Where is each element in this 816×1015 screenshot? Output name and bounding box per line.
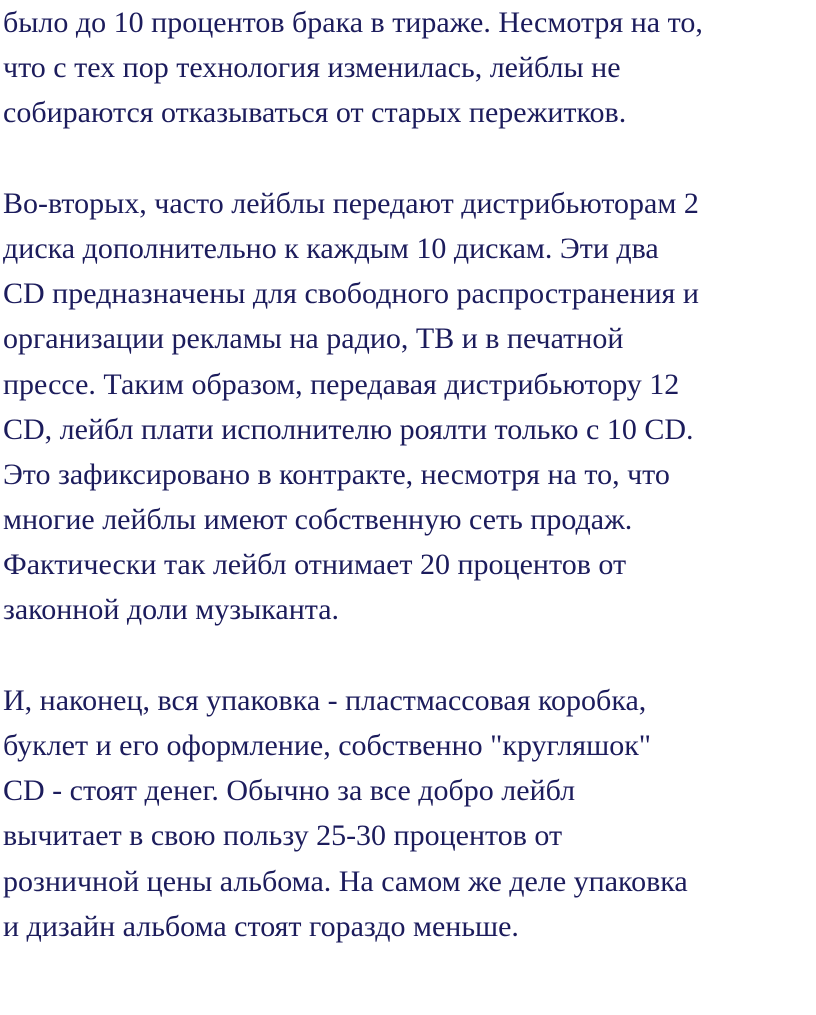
text-line: Фактически так лейбл отнимает 20 процентов от <box>3 548 627 582</box>
text-line: CD, лейбл плати исполнителю роялти только с 10 CD. <box>3 412 694 446</box>
text-line: и дизайн альбома стоят гораздо меньше. <box>3 909 519 943</box>
text-line: Во-вторых, часто лейблы передают дистрибьюторам 2 <box>3 186 699 220</box>
paragraph-1 <box>3 0 816 136</box>
text-line: собираются отказываться от старых пережитков. <box>3 96 627 130</box>
text-line: было до 10 процентов брака в тираже. Несмотря на то, <box>3 6 703 39</box>
text-line: организации рекламы на радио, ТВ и в печатной <box>3 322 624 356</box>
text-line: диска дополнительно к каждым 10 дискам. Эти два <box>3 231 659 265</box>
text-line: что с тех пор технология изменилась, лейблы не <box>3 51 621 85</box>
text-line: CD - стоят денег. Обычно за все добро лейбл <box>3 774 576 808</box>
text-line: CD предназначены для свободного распространения и <box>3 277 699 311</box>
text-line: прессе. Таким образом, передавая дистрибьютору 12 <box>3 367 680 401</box>
text-line: розничной цены альбома. На самом же деле упаковка <box>3 864 688 898</box>
text-line: Это зафиксировано в контракте, несмотря на то, что <box>3 457 670 491</box>
text-line: вычитает в свою пользу 25-30 процентов от <box>3 819 563 853</box>
text-line: законной доли музыканта. <box>3 593 340 627</box>
text-line: буклет и его оформление, собственно "кругляшок" <box>3 729 652 762</box>
text-line: И, наконец, вся упаковка - пластмассовая коробка, <box>3 683 647 717</box>
paragraph-2 <box>3 181 816 633</box>
paragraph-spacer <box>3 136 816 181</box>
paragraph-spacer <box>3 633 816 678</box>
document-body <box>3 0 816 949</box>
text-line: многие лейблы имеют собственную сеть продаж. <box>3 503 633 537</box>
paragraph-3 <box>3 678 816 949</box>
